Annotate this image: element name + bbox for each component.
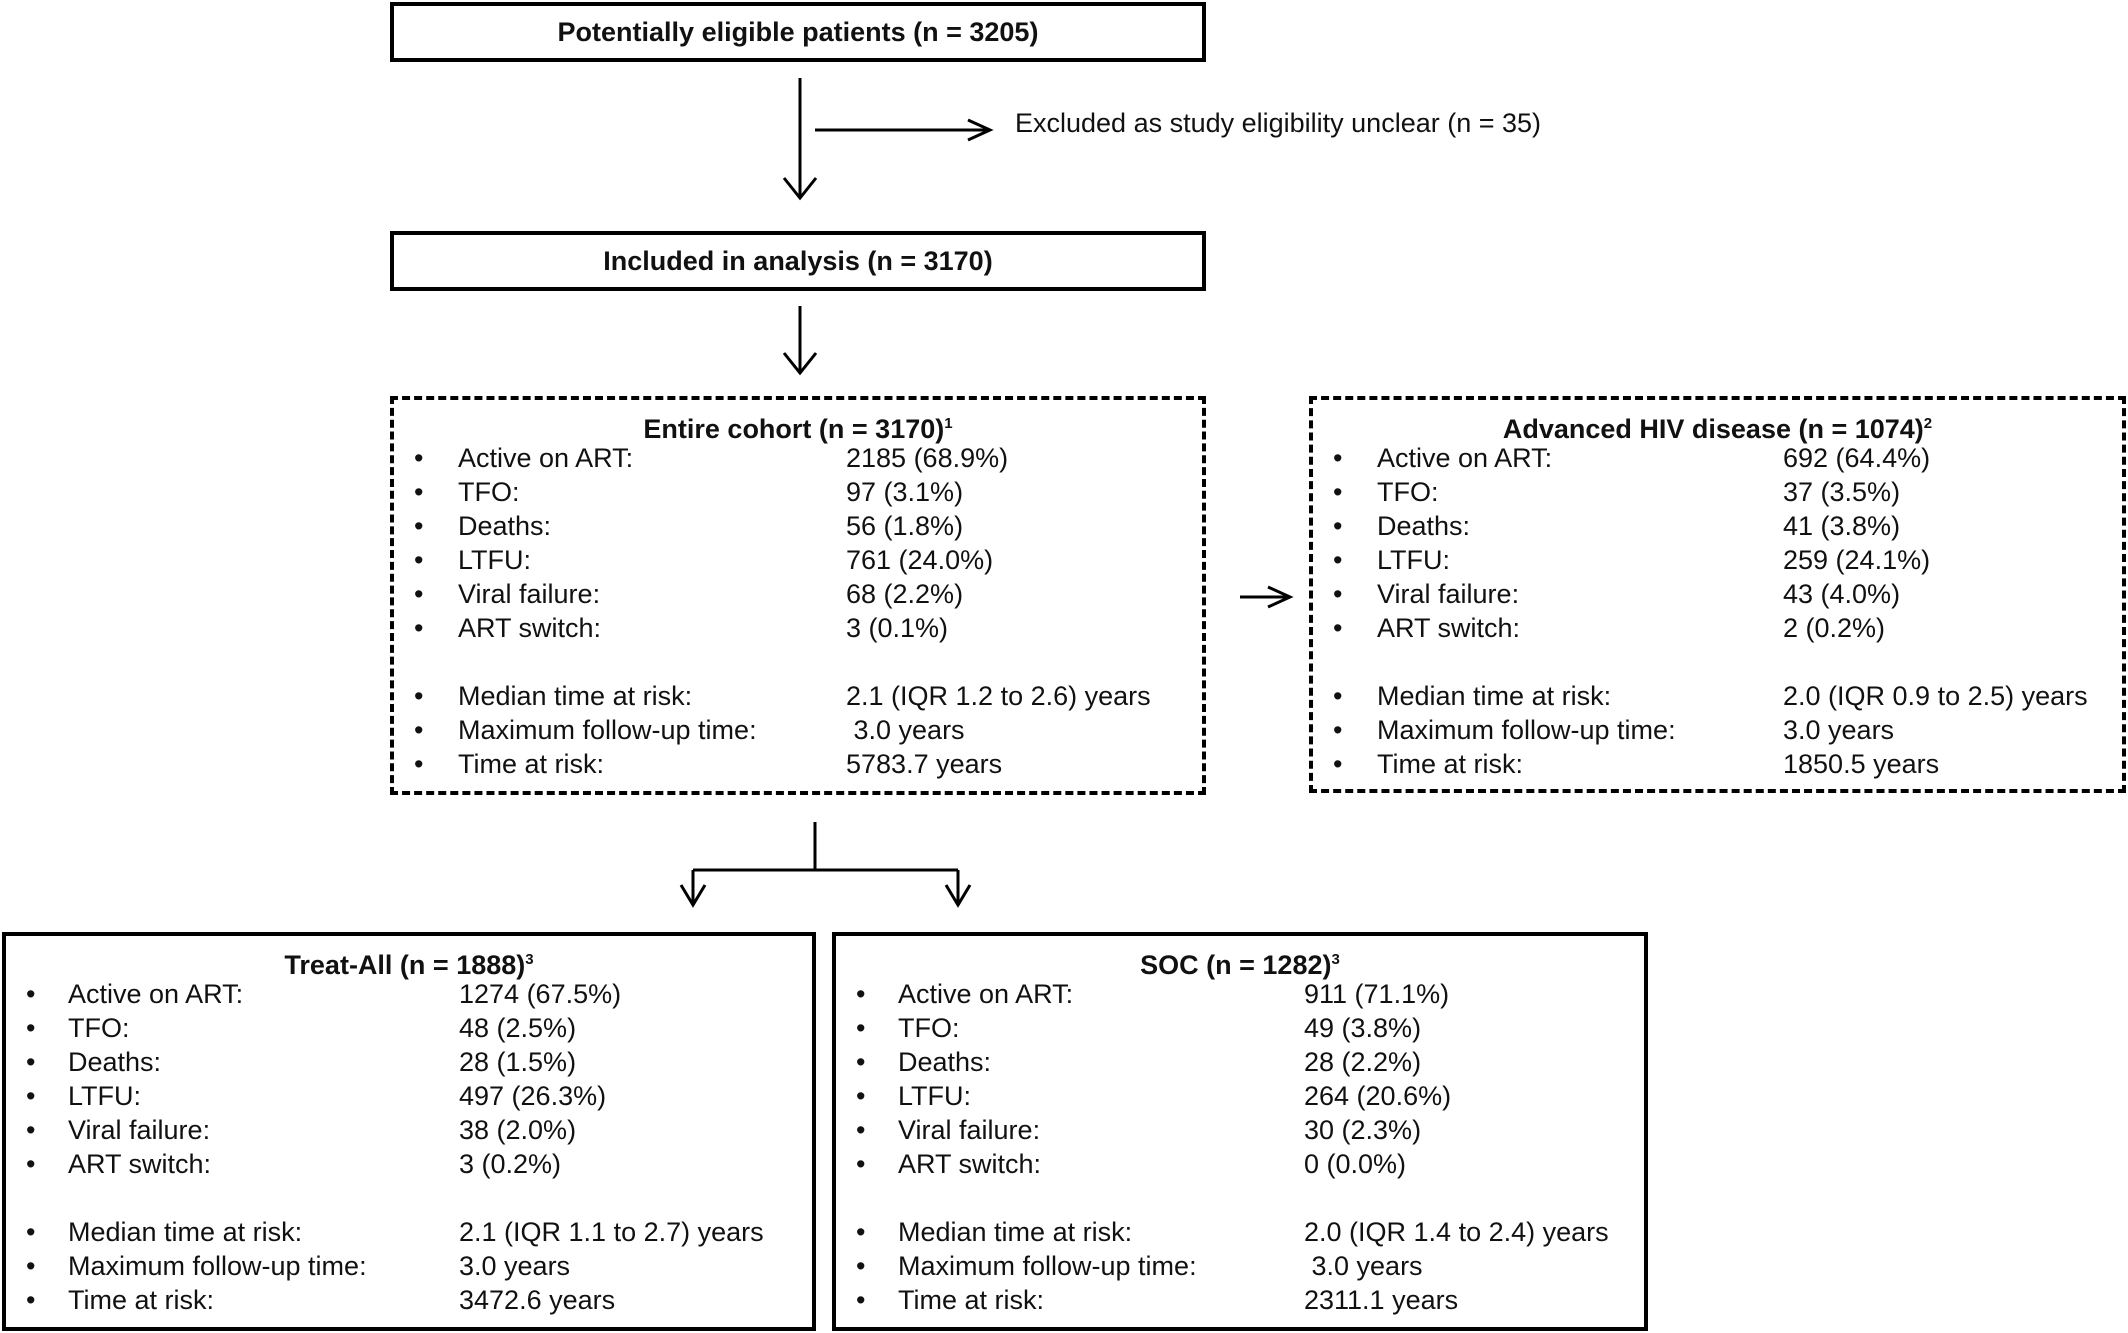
- bullet-icon: •: [414, 511, 424, 541]
- stat-value: 761 (24.0%): [846, 545, 994, 575]
- stat-value: 2185 (68.9%): [846, 443, 1009, 473]
- stat-label: TFO:: [898, 1013, 960, 1043]
- bullet-icon: •: [1333, 715, 1343, 745]
- stat-value: 38 (2.0%): [459, 1115, 577, 1145]
- bullet-icon: •: [26, 1217, 36, 1247]
- stat-label: LTFU:: [68, 1081, 141, 1111]
- bullet-icon: •: [1333, 443, 1343, 473]
- bullet-icon: •: [856, 1251, 866, 1281]
- bullet-icon: •: [26, 1115, 36, 1145]
- excluded-text: Excluded as study eligibility unclear (n = 35): [1015, 108, 1542, 138]
- bullet-icon: •: [1333, 545, 1343, 575]
- stat-value: 692 (64.4%): [1783, 443, 1931, 473]
- bullet-icon: •: [26, 1013, 36, 1043]
- stat-label: LTFU:: [1377, 545, 1450, 575]
- stat-label: Maximum follow-up time:: [898, 1251, 1197, 1281]
- bullet-icon: •: [26, 1285, 36, 1315]
- stat-label: TFO:: [458, 477, 520, 507]
- bullet-icon: •: [414, 579, 424, 609]
- stat-label: Median time at risk:: [1377, 681, 1612, 711]
- bullet-icon: •: [414, 545, 424, 575]
- stat-label: Viral failure:: [68, 1115, 211, 1145]
- stat-label: ART switch:: [1377, 613, 1521, 643]
- bullet-icon: •: [856, 1081, 866, 1111]
- stat-label: Deaths:: [898, 1047, 992, 1077]
- soc-title: SOC (n = 1282)$^3$: [1140, 950, 1340, 980]
- bullet-icon: •: [856, 1115, 866, 1145]
- advanced-hiv-box: [1309, 396, 2126, 793]
- stat-value: 2.0 (IQR 1.4 to 2.4) years: [1304, 1217, 1609, 1247]
- bullet-icon: •: [414, 477, 424, 507]
- bullet-icon: •: [414, 715, 424, 745]
- stat-value: 3.0 years: [1304, 1251, 1423, 1281]
- stat-value: 3.0 years: [1783, 715, 1895, 745]
- entire-cohort-box: [390, 396, 1206, 795]
- bullet-icon: •: [856, 1047, 866, 1077]
- stat-label: Viral failure:: [1377, 579, 1520, 609]
- stat-label: TFO:: [68, 1013, 130, 1043]
- bullet-icon: •: [1333, 477, 1343, 507]
- eligible-patients-box: [390, 2, 1206, 62]
- stat-value: 2.0 (IQR 0.9 to 2.5) years: [1783, 681, 2088, 711]
- stat-value: 3472.6 years: [459, 1285, 616, 1315]
- stat-label: Maximum follow-up time:: [458, 715, 757, 745]
- bullet-icon: •: [414, 443, 424, 473]
- stat-label: TFO:: [1377, 477, 1439, 507]
- bullet-icon: •: [1333, 579, 1343, 609]
- stat-label: Median time at risk:: [458, 681, 693, 711]
- treat-all-box: [2, 932, 816, 1331]
- bullet-icon: •: [856, 1149, 866, 1179]
- stat-label: ART switch:: [458, 613, 602, 643]
- stat-value: 259 (24.1%): [1783, 545, 1931, 575]
- stat-value: 1850.5 years: [1783, 749, 1940, 779]
- treat-all-title: Treat-All (n = 1888)$^3$: [284, 950, 534, 980]
- stat-value: 2311.1 years: [1304, 1285, 1459, 1315]
- stat-label: Active on ART:: [898, 979, 1074, 1009]
- bullet-icon: •: [26, 1081, 36, 1111]
- included-analysis-box: [390, 231, 1206, 291]
- included-analysis-text: Included in analysis (n = 3170): [603, 245, 993, 276]
- bullet-icon: •: [856, 979, 866, 1009]
- stat-label: Median time at risk:: [68, 1217, 303, 1247]
- stat-value: 68 (2.2%): [846, 579, 964, 609]
- stat-value: 264 (20.6%): [1304, 1081, 1452, 1111]
- stat-value: 30 (2.3%): [1304, 1115, 1422, 1145]
- bullet-icon: •: [856, 1217, 866, 1247]
- stat-value: 3 (0.2%): [459, 1149, 562, 1179]
- stat-label: Active on ART:: [1377, 443, 1553, 473]
- bullet-icon: •: [414, 749, 424, 779]
- stat-value: 911 (71.1%): [1304, 979, 1450, 1009]
- stat-value: 49 (3.8%): [1304, 1013, 1422, 1043]
- stat-value: 497 (26.3%): [459, 1081, 607, 1111]
- stat-value: 2.1 (IQR 1.2 to 2.6) years: [846, 681, 1151, 711]
- eligible-patients-text: Potentially eligible patients (n = 3205): [557, 16, 1039, 47]
- stat-value: 3.0 years: [846, 715, 965, 745]
- stat-value: 1274 (67.5%): [459, 979, 622, 1009]
- stat-label: Deaths:: [1377, 511, 1471, 541]
- stat-value: 2.1 (IQR 1.1 to 2.7) years: [459, 1217, 764, 1247]
- bullet-icon: •: [1333, 511, 1343, 541]
- stat-label: Median time at risk:: [898, 1217, 1133, 1247]
- stat-label: Time at risk:: [1377, 749, 1524, 779]
- stat-label: Deaths:: [68, 1047, 162, 1077]
- stat-label: Viral failure:: [898, 1115, 1041, 1145]
- stat-value: 97 (3.1%): [846, 477, 964, 507]
- stat-label: Maximum follow-up time:: [1377, 715, 1676, 745]
- stat-value: 0 (0.0%): [1304, 1149, 1407, 1179]
- stat-label: Maximum follow-up time:: [68, 1251, 367, 1281]
- stat-label: LTFU:: [898, 1081, 971, 1111]
- stat-value: 3.0 years: [459, 1251, 571, 1281]
- stat-label: Time at risk:: [68, 1285, 215, 1315]
- bullet-icon: •: [414, 613, 424, 643]
- bullet-icon: •: [1333, 613, 1343, 643]
- bullet-icon: •: [856, 1285, 866, 1315]
- stat-label: Time at risk:: [898, 1285, 1045, 1315]
- soc-box: [832, 932, 1648, 1331]
- stat-value: 37 (3.5%): [1783, 477, 1901, 507]
- bullet-icon: •: [26, 1149, 36, 1179]
- stat-value: 28 (1.5%): [459, 1047, 577, 1077]
- stat-label: LTFU:: [458, 545, 531, 575]
- stat-label: Time at risk:: [458, 749, 605, 779]
- entire-cohort-title: Entire cohort (n = 3170)$^1$: [643, 414, 953, 444]
- stat-label: Deaths:: [458, 511, 552, 541]
- stat-label: Active on ART:: [458, 443, 634, 473]
- stat-value: 48 (2.5%): [459, 1013, 577, 1043]
- stat-value: 2 (0.2%): [1783, 613, 1886, 643]
- stat-value: 3 (0.1%): [846, 613, 949, 643]
- stat-value: 41 (3.8%): [1783, 511, 1901, 541]
- stat-value: 5783.7 years: [846, 749, 1003, 779]
- bullet-icon: •: [26, 1047, 36, 1077]
- stat-value: 28 (2.2%): [1304, 1047, 1422, 1077]
- bullet-icon: •: [1333, 749, 1343, 779]
- bullet-icon: •: [856, 1013, 866, 1043]
- bullet-icon: •: [414, 681, 424, 711]
- stat-label: ART switch:: [68, 1149, 212, 1179]
- stat-label: ART switch:: [898, 1149, 1042, 1179]
- stat-label: Active on ART:: [68, 979, 244, 1009]
- stat-label: Viral failure:: [458, 579, 601, 609]
- stat-value: 56 (1.8%): [846, 511, 964, 541]
- advanced-hiv-title: Advanced HIV disease (n = 1074)$^2$: [1502, 414, 1933, 444]
- bullet-icon: •: [26, 1251, 36, 1281]
- bullet-icon: •: [26, 979, 36, 1009]
- stat-value: 43 (4.0%): [1783, 579, 1901, 609]
- bullet-icon: •: [1333, 681, 1343, 711]
